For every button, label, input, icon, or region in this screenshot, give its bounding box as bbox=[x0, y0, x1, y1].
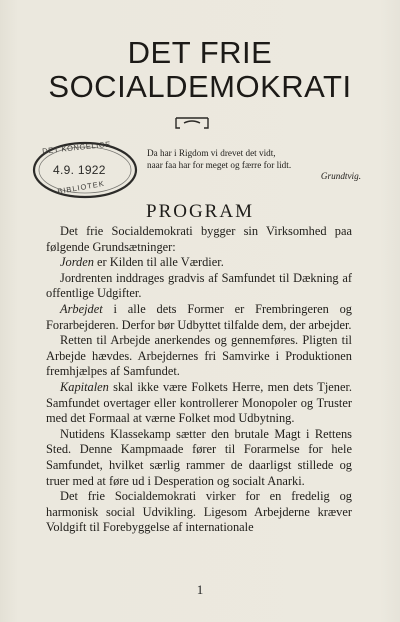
section-heading: PROGRAM bbox=[146, 201, 254, 222]
ornament-icon bbox=[172, 116, 212, 130]
page-title bbox=[0, 36, 400, 104]
paragraph: Det frie Socialdemokrati virker for en fredelig og harmonisk social Udvikling. Ligesom Arbejderne kræver Voldgift til Forebyggelse af internationale bbox=[46, 489, 352, 535]
paragraph: Retten til Arbejde anerkendes og gennemføres. Pligten til Arbejde hævdes. Arbejdernes fri Samvirke i Produktionen fremhjælpes af Samfundet. bbox=[46, 333, 352, 379]
paragraph: Nutidens Klassekamp sætter den brutale Magt i Rettens Sted. Denne Kampmaade fører til Forarmelse for hele Samfundet, hvilket særlig rammer de daarligst stillede og truer med at føre ud i Desperation og socialt Anarki. bbox=[46, 426, 352, 488]
stamp-top-text: DET KONGELIGE bbox=[41, 139, 112, 156]
paragraph: Arbejdet i alle dets Former er Frembringeren og Forarbejderen. Derfor bør Udbyttet tilfalde dem, der arbejder. bbox=[46, 301, 352, 332]
epigraph-line-1: Da har i Rigdom vi drevet det vidt, bbox=[147, 148, 276, 158]
title-line-2: SOCIALDEMOKRATI bbox=[48, 69, 352, 104]
epigraph-author: Grundtvig. bbox=[320, 171, 361, 181]
stamp-bottom-text: BIBLIOTEK bbox=[56, 178, 106, 197]
epigraph-line-2: naar faa har for meget og færre for lidt. bbox=[147, 159, 292, 170]
paragraph: Kapitalen skal ikke være Folkets Herre, men dets Tjener. Samfundet overtager eller kontrollerer Monopoler og Truster med det Formaal at værne Folket mod Udbytning. bbox=[46, 379, 352, 426]
paragraph: Jorden er Kilden til alle Værdier. bbox=[60, 255, 224, 270]
paragraph: Det frie Socialdemokrati bygger sin Virksomhed paa følgende Grundsætninger: bbox=[46, 224, 352, 254]
body-text bbox=[46, 224, 352, 536]
title-line-1: DET FRIE bbox=[127, 35, 273, 70]
stamp-date: 4.9. 1922 bbox=[53, 163, 106, 177]
page-number: 1 bbox=[196, 582, 204, 597]
epigraph bbox=[147, 148, 377, 183]
paragraph: Jordrenten inddrages gradvis af Samfundet til Dækning af offentlige Udgifter. bbox=[46, 270, 352, 301]
